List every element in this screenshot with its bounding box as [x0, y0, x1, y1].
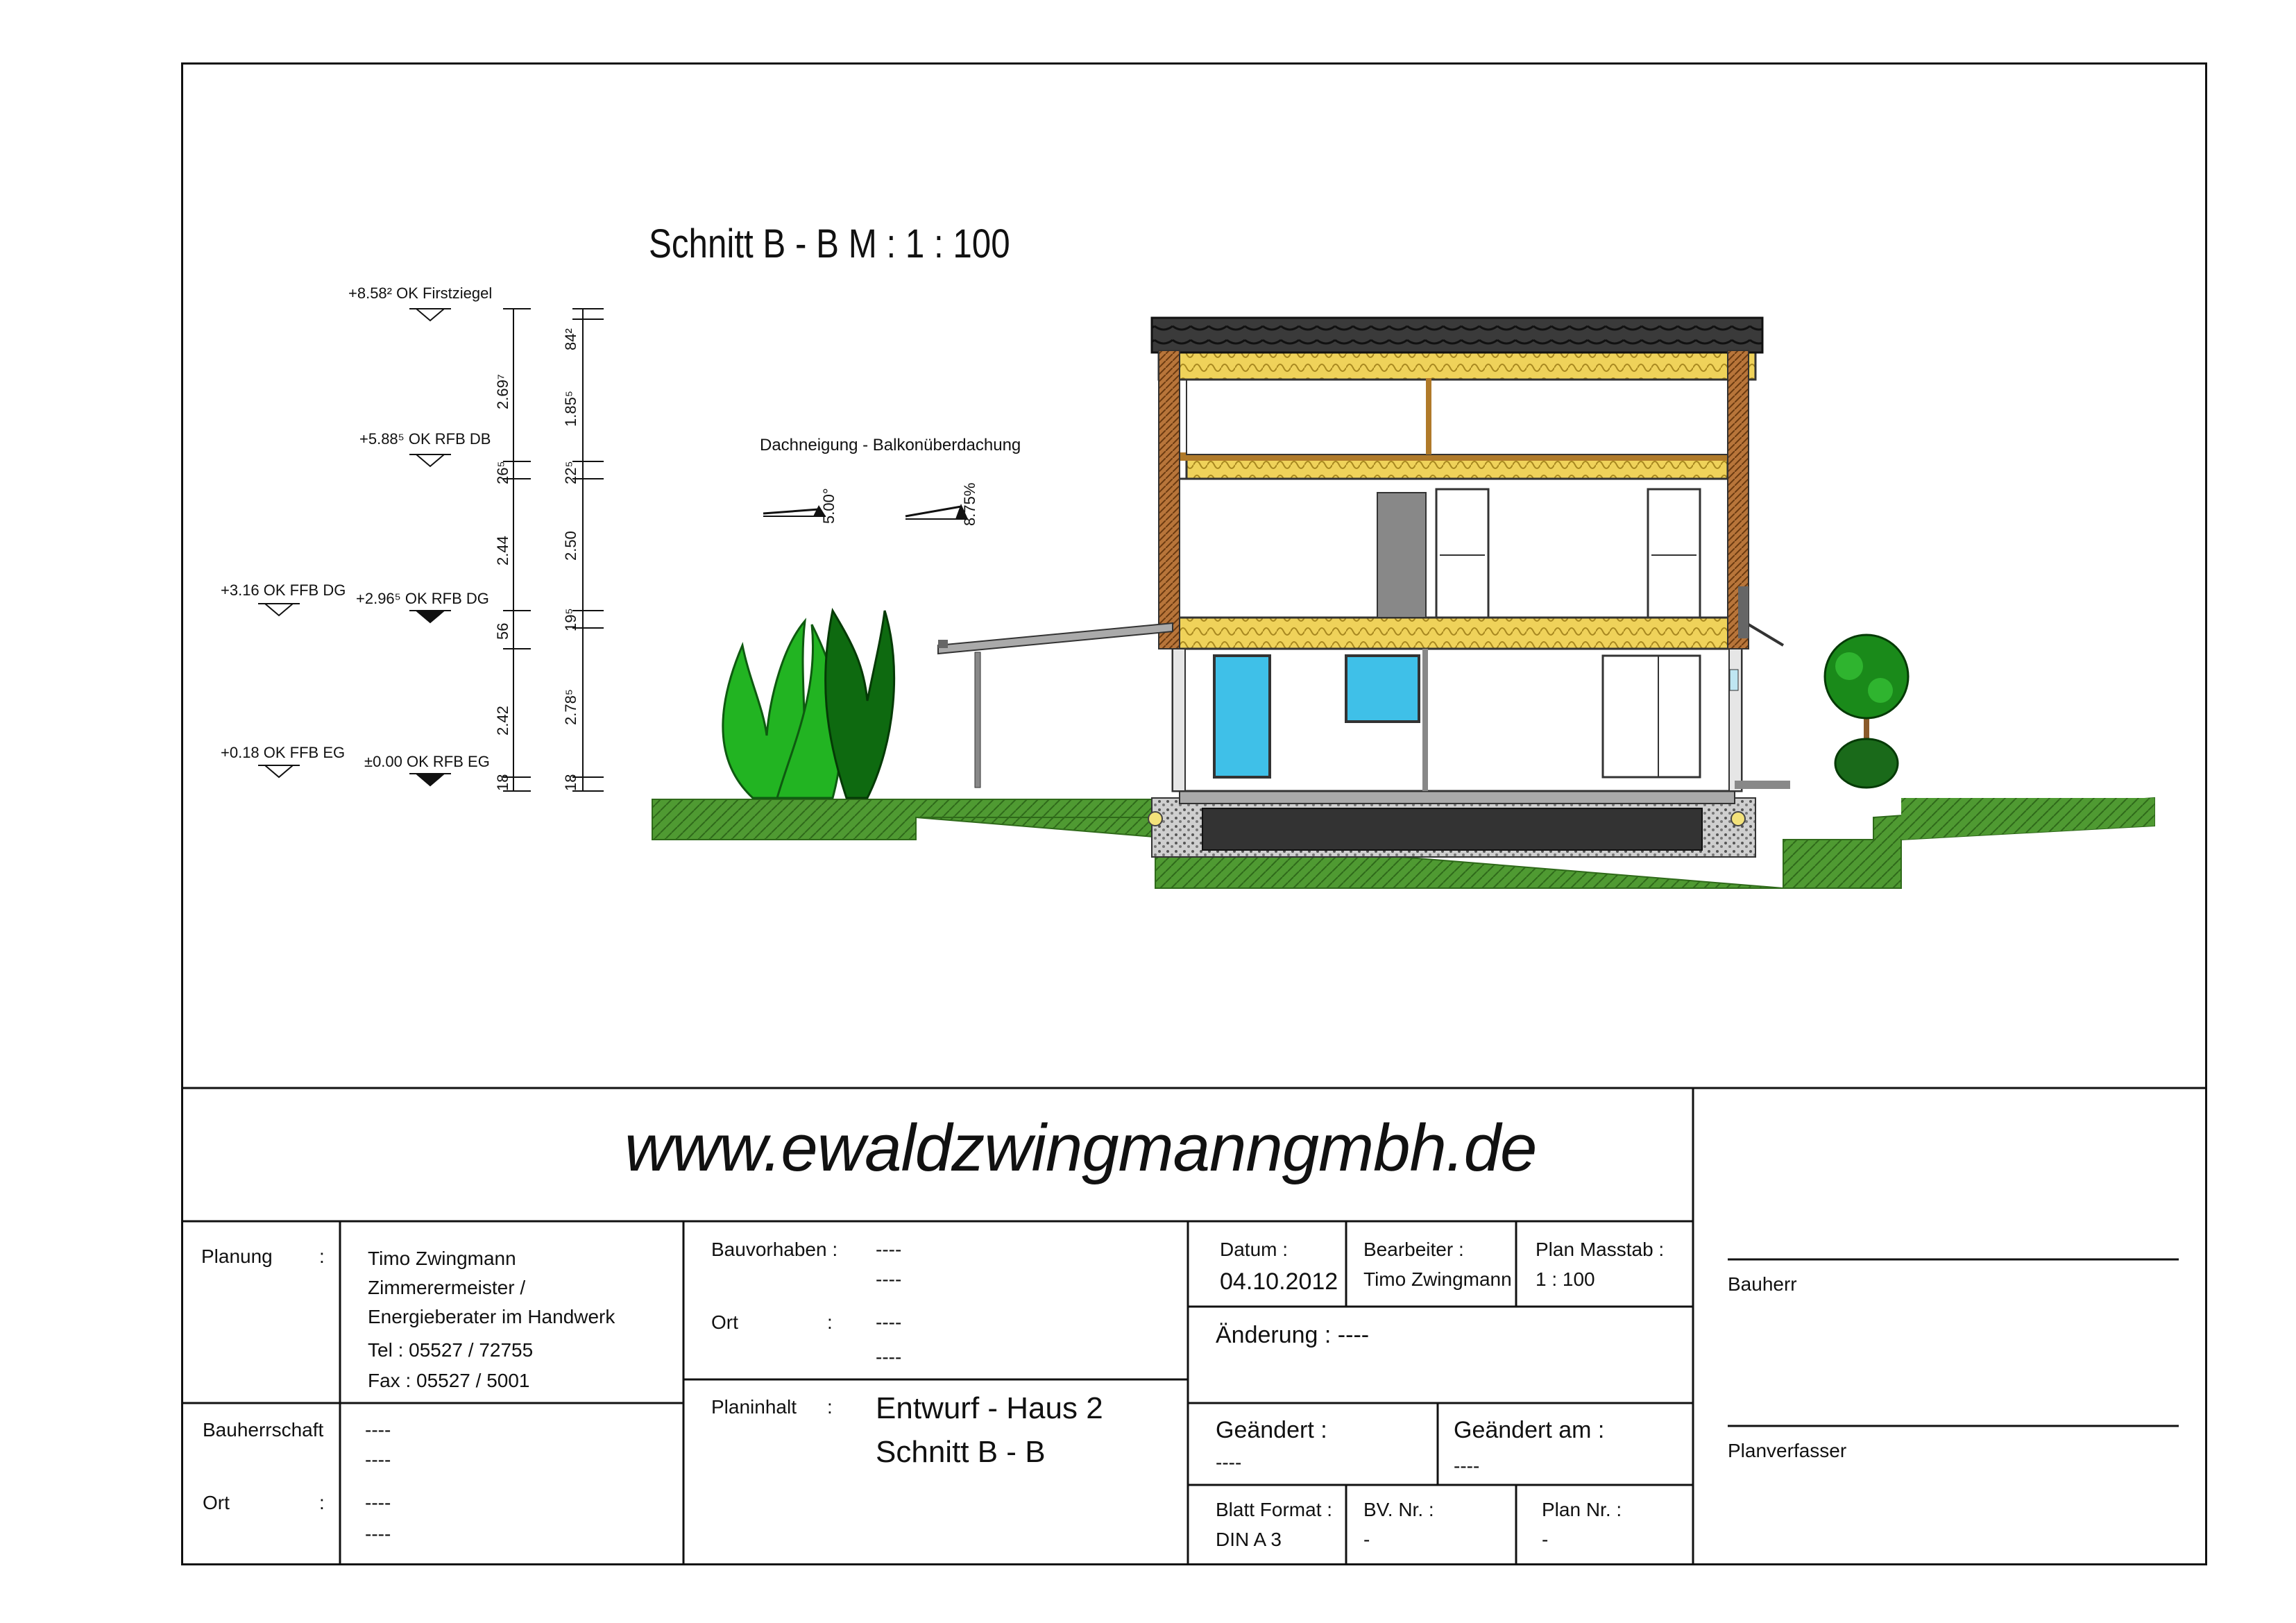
dim-c1-3: 2.44	[494, 536, 511, 566]
floor-ceiling-DG	[1173, 618, 1742, 649]
upper-door-right	[1648, 489, 1700, 618]
level-rfb-dg: +2.96⁵ OK RFB DG	[356, 590, 489, 607]
king-post	[1426, 378, 1431, 454]
bauvorhaben-value: ----	[876, 1239, 902, 1260]
roof-tiles	[1152, 318, 1762, 352]
planung-line-5: Fax : 05527 / 5001	[368, 1370, 530, 1391]
pitch-symbol-2	[905, 504, 968, 519]
ort2-colon: :	[827, 1311, 833, 1333]
ground-window-left	[1214, 656, 1270, 777]
aenderung-label: Änderung : ----	[1216, 1322, 1370, 1348]
masstab-label: Plan Masstab :	[1536, 1239, 1665, 1260]
level-markers	[258, 309, 451, 785]
planinhalt-colon: :	[827, 1396, 833, 1418]
plan-nr-label: Plan Nr. :	[1542, 1499, 1622, 1520]
geaendert-value: ----	[1216, 1452, 1242, 1473]
bauherrschaft-value-2: ----	[365, 1449, 391, 1470]
canopy-roof	[938, 623, 1173, 654]
dim-c1-0: 18	[494, 774, 511, 791]
bv-nr-label: BV. Nr. :	[1363, 1499, 1434, 1520]
dim-c1-5: 2.69⁷	[494, 374, 511, 409]
geaendert-am-value: ----	[1454, 1455, 1480, 1477]
level-rfb-eg: ±0.00 OK RFB EG	[364, 753, 490, 770]
upper-door-mid	[1436, 489, 1488, 618]
canopy-gutter	[938, 640, 948, 648]
pitch-symbol-1	[763, 505, 826, 516]
section-title: Schnitt B - B M : 1 : 100	[649, 221, 1010, 266]
ort2-label: Ort	[711, 1311, 738, 1333]
ground-window-mid	[1346, 656, 1419, 722]
bearbeiter-label: Bearbeiter :	[1363, 1239, 1464, 1260]
ort-label: Ort	[203, 1492, 230, 1513]
bearbeiter-value: Timo Zwingmann	[1363, 1268, 1512, 1290]
dim-c1-2: 56	[494, 622, 511, 640]
roof-pitch-label: Dachneigung - Balkonüberdachung	[760, 436, 1021, 454]
planung-line-2: Zimmerermeister /	[368, 1277, 526, 1298]
planinhalt-line-1: Entwurf - Haus 2	[876, 1391, 1103, 1425]
right-canopy-arm	[1749, 624, 1783, 645]
wall-left-upper	[1159, 350, 1180, 649]
upper-door-left	[1377, 493, 1426, 618]
level-rfb-db: +5.88⁵ OK RFB DB	[359, 430, 491, 448]
dim-c2-0: 18	[562, 774, 579, 791]
bauvorhaben-label: Bauvorhaben :	[711, 1239, 838, 1260]
shrub-left	[723, 611, 894, 798]
roof-angle-1: 5.00°	[820, 488, 837, 524]
dim-c1-1: 2.42	[494, 706, 511, 736]
bv-nr-value: -	[1363, 1529, 1370, 1550]
planung-colon: :	[319, 1246, 325, 1267]
planung-label: Planung	[201, 1246, 273, 1267]
ort2-value: ----	[876, 1311, 902, 1333]
wall-divider	[1422, 649, 1428, 791]
dim-c2-3: 2.50	[562, 531, 579, 561]
dim-c2-4: 22⁵	[562, 461, 579, 484]
roof-angle-2: 8.75%	[961, 482, 978, 526]
plan-nr-value: -	[1542, 1529, 1549, 1550]
geaendert-label: Geändert :	[1216, 1417, 1327, 1443]
bauherr-label: Bauherr	[1728, 1273, 1797, 1295]
planinhalt-line-2: Schnitt B - B	[876, 1435, 1046, 1469]
dim-c2-1: 2.78⁵	[562, 689, 579, 725]
roof-rafters	[1159, 350, 1755, 380]
datum-value: 04.10.2012	[1220, 1268, 1338, 1295]
drain-left	[1148, 812, 1162, 826]
facade-box	[1730, 670, 1738, 690]
company-url[interactable]: www.ewaldzwingmanngmbh.de	[624, 1111, 1537, 1185]
blatt-format-value: DIN A 3	[1216, 1529, 1282, 1550]
blatt-format-label: Blatt Format :	[1216, 1499, 1333, 1520]
ground-door-right	[1603, 656, 1700, 777]
level-firstziegel: +8.58² OK Firstziegel	[348, 284, 493, 302]
geaendert-am-label: Geändert am :	[1454, 1417, 1605, 1443]
ort-colon: :	[319, 1492, 325, 1513]
dim-c1-4: 26⁵	[494, 461, 511, 484]
canopy-post	[975, 652, 980, 788]
bauherrschaft-label: Bauherrschaft	[203, 1419, 324, 1441]
datum-label: Datum :	[1220, 1239, 1289, 1260]
bauherrschaft-value: ----	[365, 1419, 391, 1441]
planverfasser-label: Planverfasser	[1728, 1440, 1847, 1461]
dim-c2-6: 84²	[562, 328, 579, 350]
ort-value: ----	[365, 1492, 391, 1513]
right-canopy-bracket	[1738, 586, 1749, 638]
bauvorhaben-value-2: ----	[876, 1268, 902, 1290]
level-ffb-dg: +3.16 OK FFB DG	[221, 581, 346, 599]
planung-line-3: Energieberater im Handwerk	[368, 1306, 615, 1327]
planung-line-4: Tel : 05527 / 72755	[368, 1339, 534, 1361]
ort2-value-2: ----	[876, 1346, 902, 1368]
masstab-value: 1 : 100	[1536, 1268, 1595, 1290]
dim-c2-2: 19⁵	[562, 608, 579, 631]
tree-right	[1825, 635, 1908, 788]
planinhalt-label: Planinhalt	[711, 1396, 797, 1418]
pit-gravel	[1202, 808, 1702, 850]
outdoor-step	[1735, 781, 1790, 789]
ort-value-2: ----	[365, 1523, 391, 1545]
wall-left-lower	[1173, 649, 1185, 791]
planung-line-1: Timo Zwingmann	[368, 1248, 516, 1269]
drain-right	[1731, 812, 1745, 826]
level-ffb-eg: +0.18 OK FFB EG	[221, 744, 346, 761]
dim-c2-5: 1.85⁵	[562, 391, 579, 427]
attic-space	[1187, 378, 1728, 454]
